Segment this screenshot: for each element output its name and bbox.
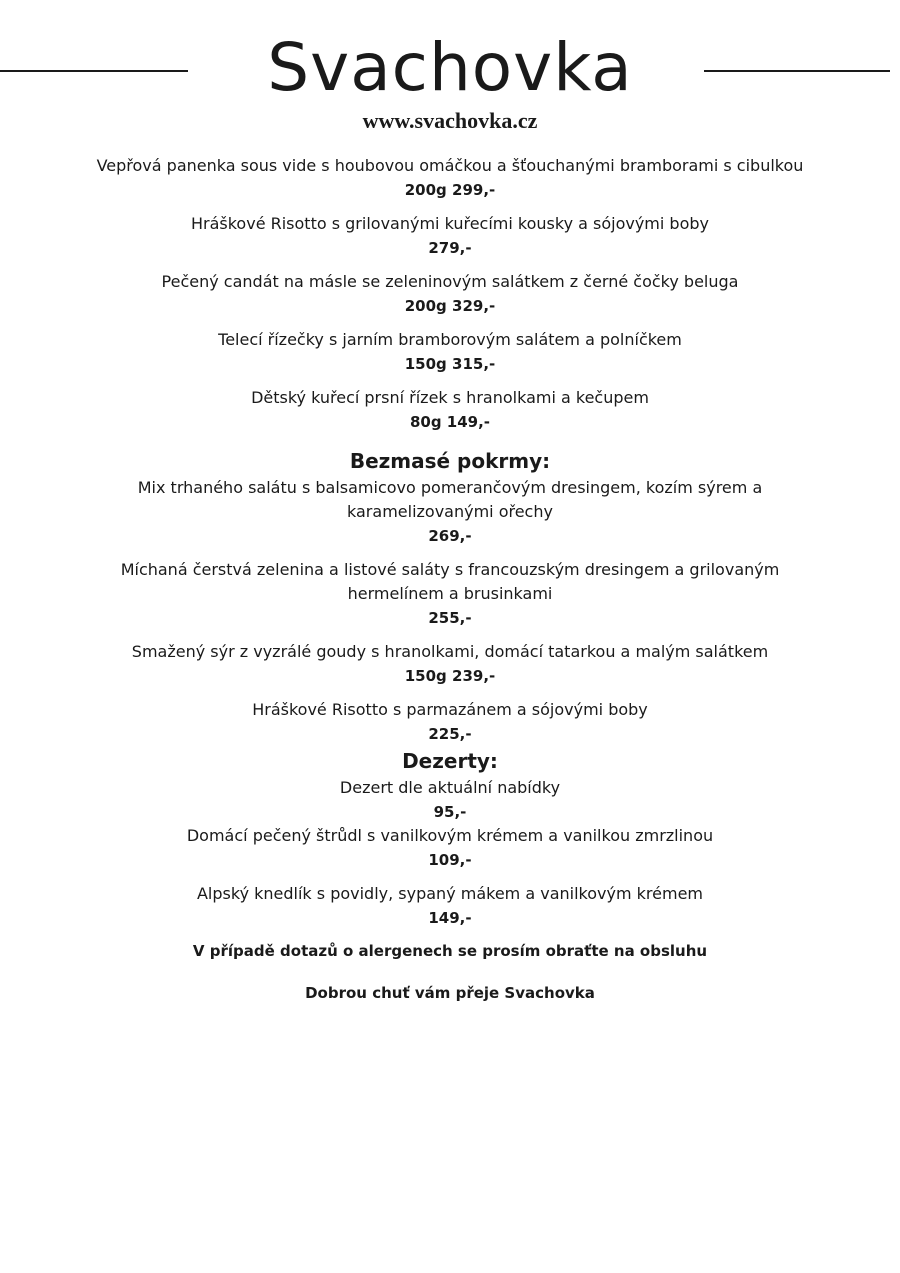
dish-price: 95,- — [433, 803, 467, 821]
menu-item — [90, 328, 810, 376]
dish-price: 255,- — [428, 609, 472, 627]
dish-price: 225,- — [428, 725, 472, 743]
section-title-meatless: Bezmasé pokrmy: — [349, 449, 551, 473]
menu-content — [0, 154, 900, 1004]
dish-description: Domácí pečený štrůdl s vanilkovým krémem a vanilkou zmrzlinou — [186, 826, 714, 845]
section-title-desserts: Dezerty: — [402, 749, 498, 773]
restaurant-logo: Svachovka — [267, 29, 633, 106]
dish-price: 200g 299,- — [404, 181, 496, 199]
dish-description: Hráškové Risotto s grilovanými kuřecími kousky a sójovými boby — [190, 214, 709, 233]
dish-description: Vepřová panenka sous vide s houbovou omáčkou a šťouchanými bramborami s cibulkou — [96, 156, 804, 175]
menu-item — [90, 824, 810, 872]
menu-item — [90, 386, 810, 434]
dish-description: Smažený sýr z vyzrálé goudy s hranolkami, domácí tatarkou a malým salátkem — [131, 642, 769, 661]
dish-description: Míchaná čerstvá zelenina a listové saláty s francouzským dresingem a grilovaným hermelínem a brusinkami — [120, 560, 780, 603]
menu-item — [100, 558, 800, 630]
dish-price: 80g 149,- — [409, 413, 491, 431]
website-url[interactable]: www.svachovka.cz — [362, 108, 538, 133]
dish-price: 279,- — [428, 239, 472, 257]
closing-message: Dobrou chuť vám přeje Svachovka — [305, 984, 595, 1002]
menu-item — [90, 154, 810, 202]
dish-description: Mix trhaného salátu s balsamicovo pomerančovým dresingem, kozím sýrem a karamelizovanými ořechy — [137, 478, 763, 521]
dish-description: Pečený candát na másle se zeleninovým salátkem z černé čočky beluga — [161, 272, 739, 291]
dish-price: 149,- — [428, 909, 472, 927]
menu-header — [0, 0, 900, 135]
menu-item — [100, 640, 800, 688]
menu-item — [90, 882, 810, 930]
allergen-note: V případě dotazů o alergenech se prosím obraťte na obsluhu — [192, 942, 708, 960]
menu-item — [90, 776, 810, 824]
menu-item — [90, 270, 810, 318]
menu-item — [90, 476, 810, 548]
dish-description: Alpský knedlík s povidly, sypaný mákem a vanilkovým krémem — [196, 884, 703, 903]
dish-description: Dětský kuřecí prsní řízek s hranolkami a kečupem — [251, 388, 649, 407]
dish-price: 269,- — [428, 527, 472, 545]
dish-price: 150g 239,- — [404, 667, 496, 685]
menu-item — [90, 698, 810, 746]
dish-price: 200g 329,- — [404, 297, 496, 315]
dish-description: Hráškové Risotto s parmazánem a sójovými boby — [252, 700, 648, 719]
menu-item — [90, 212, 810, 260]
dish-description: Telecí řízečky s jarním bramborovým salátem a polníčkem — [218, 330, 682, 349]
dish-price: 150g 315,- — [404, 355, 496, 373]
dish-price: 109,- — [428, 851, 472, 869]
dish-description: Dezert dle aktuální nabídky — [339, 778, 561, 797]
